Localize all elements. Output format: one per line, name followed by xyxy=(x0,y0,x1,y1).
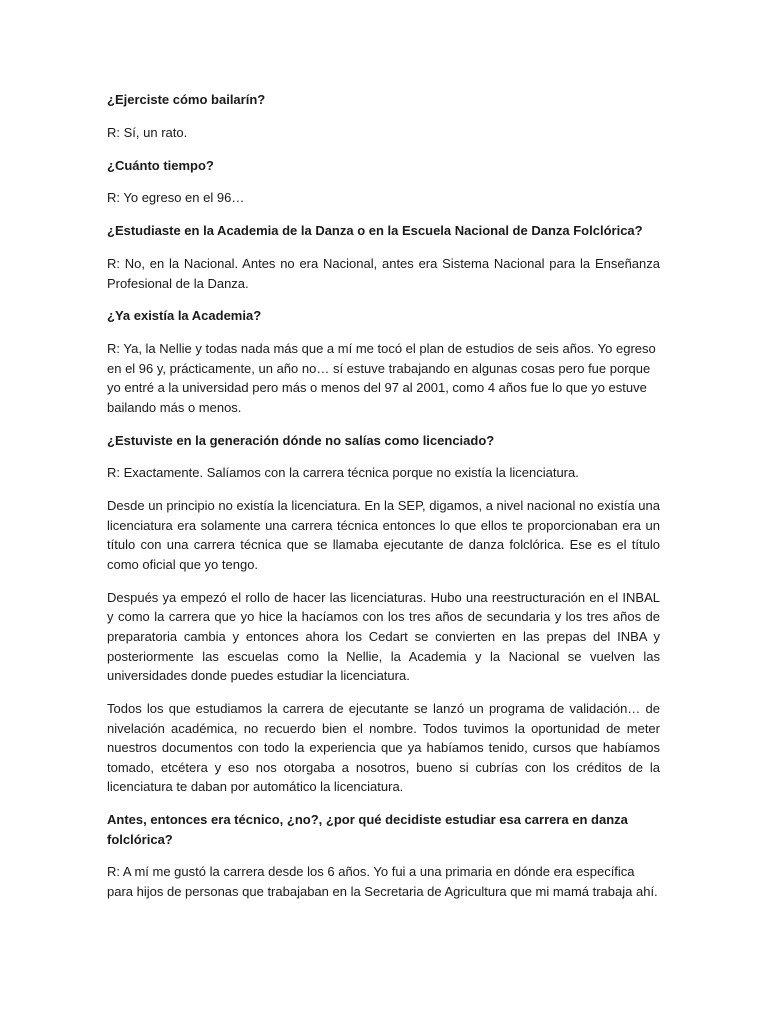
answer-paragraph: R: No, en la Nacional. Antes no era Nacional, antes era Sistema Nacional para la Enseñanza Profesional de la Danza. xyxy=(107,255,660,291)
question-paragraph: ¿Ejerciste cómo bailarín? xyxy=(107,92,266,107)
document-body xyxy=(107,90,660,915)
answer-paragraph: R: Exactamente. Salíamos con la carrera técnica porque no existía la licenciatura. xyxy=(107,465,579,481)
body-paragraph: Después ya empezó el rollo de hacer las licenciaturas. Hubo una reestructuración en el INBAL y como la carrera que yo hice la hacíamos con los tres años de secundaria y los tres años de preparatoria cambia y entonces ahora los Cedart se convierten en las prepas del INBA y posteriormente las escuelas como la Nellie, la Academia y la Nacional se vuelven las universidades donde puedes estudiar la licenciatura. xyxy=(107,589,660,684)
answer-paragraph: R: A mí me gustó la carrera desde los 6 años. Yo fui a una primaria en dónde era específica para hijos de personas que trabajaban en la Secretaria de Agricultura que mi mamá trabaja ahí. xyxy=(107,864,658,900)
question-paragraph: ¿Cuánto tiempo? xyxy=(107,157,214,173)
answer-paragraph: R: Ya, la Nellie y todas nada más que a mí me tocó el plan de estudios de seis años. Yo egreso en el 96 y, prácticamente, un año no… sí estuve trabajando en algunas cosas pero fue porque yo entré a la universidad pero más o menos del 97 al 2001, como 4 años fue lo que yo estuve bailando más o menos. xyxy=(107,341,656,415)
question-paragraph: Antes, entonces era técnico, ¿no?, ¿por qué decidiste estudiar esa carrera en danza folclórica? xyxy=(107,812,628,847)
question-paragraph: ¿Ya existía la Academia? xyxy=(107,308,262,324)
question-paragraph: ¿Estuviste en la generación dónde no salías como licenciado? xyxy=(107,432,495,448)
question-paragraph: ¿Estudiaste en la Academia de la Danza o en la Escuela Nacional de Danza Folclórica? xyxy=(107,223,643,239)
answer-paragraph: R: Sí, un rato. xyxy=(107,124,188,140)
answer-paragraph: R: Yo egreso en el 96… xyxy=(107,190,245,206)
body-paragraph: Todos los que estudiamos la carrera de ejecutante se lanzó un programa de validación… de nivelación académica, no recuerdo bien el nombre. Todos tuvimos la oportunidad de meter nuestros documentos con todo la experiencia que ya habíamos tenido, cursos que habíamos tomado, etcétera y eso nos otorgaba a nosotros, bueno si cubrías con los créditos de la licenciatura te daban por automático la licenciatura. xyxy=(107,700,660,795)
body-paragraph: Desde un principio no existía la licenciatura. En la SEP, digamos, a nivel nacional no existía una licenciatura era solamente una carrera técnica entonces lo que ellos te proporcionaban era un título con una carrera técnica que se llamaba ejecutante de danza folclórica. Ese es el título como oficial que yo tengo. xyxy=(107,498,660,572)
